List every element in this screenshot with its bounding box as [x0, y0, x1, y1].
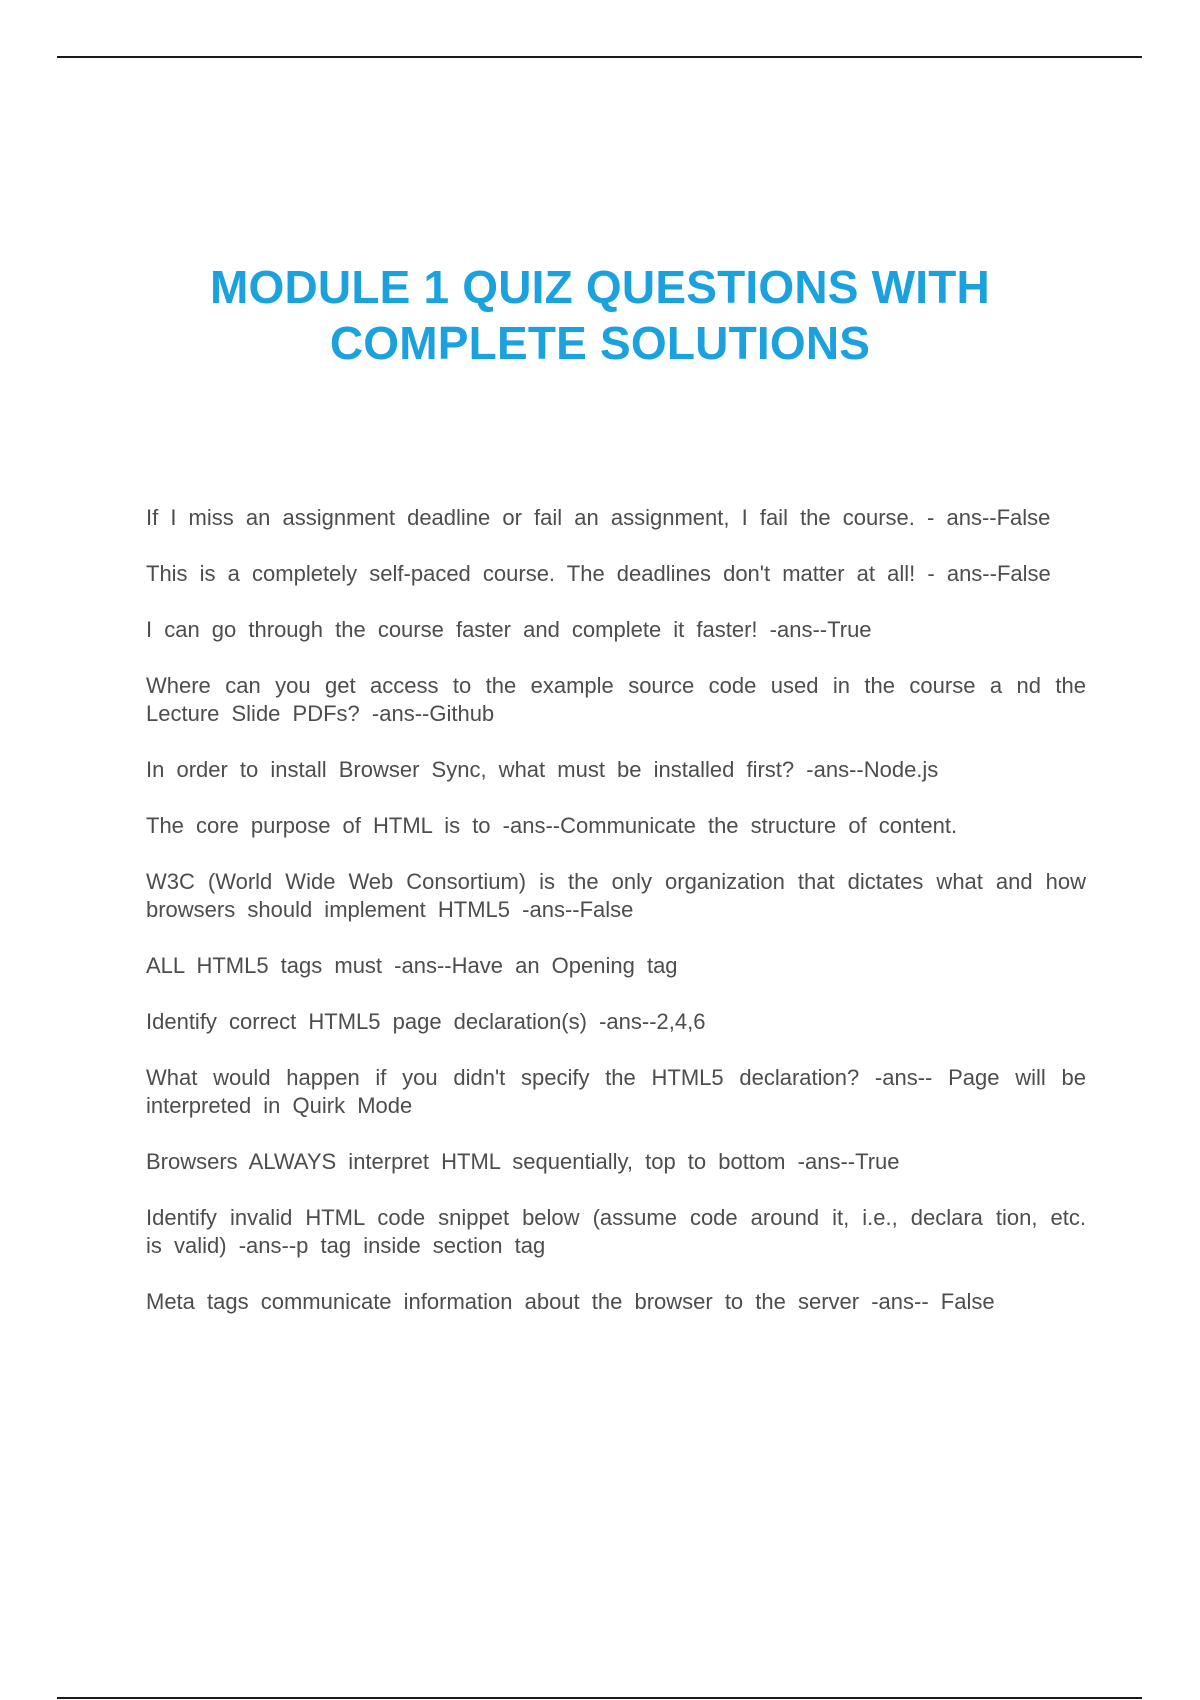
answer-text: -ans--Github	[371, 701, 495, 726]
qa-item	[146, 616, 1086, 644]
title-line-1: MODULE 1 QUIZ QUESTIONS WITH	[210, 260, 990, 313]
qa-item	[146, 1064, 1086, 1120]
question-text: I can go through the course faster and complete it faster!	[146, 617, 758, 642]
question-text: If I miss an assignment deadline or fail an assignment, I fail the course. -	[146, 505, 935, 530]
document-title	[100, 259, 1100, 371]
top-rule	[57, 56, 1142, 58]
qa-item	[146, 868, 1086, 924]
question-text: Identify invalid HTML code snippet below (assume code around it, i.e., declara tion, etc. is valid)	[146, 1205, 1086, 1258]
question-text: Meta tags communicate information about the browser to the server -ans--	[146, 1289, 929, 1314]
question-text: The core purpose of HTML is to	[146, 813, 491, 838]
answer-text: False	[940, 1289, 995, 1314]
qa-item	[146, 812, 1086, 840]
qa-item	[146, 756, 1086, 784]
answer-text: -ans--Communicate the structure of content.	[502, 813, 958, 838]
answer-text: -ans--True	[797, 1149, 900, 1174]
qa-item	[146, 952, 1086, 980]
answer-text: -ans--p tag inside section tag	[238, 1233, 546, 1258]
qa-item	[146, 560, 1086, 588]
question-text: Where can you get access to the example source code used in the course a nd the Lecture Slide PDFs?	[146, 673, 1086, 726]
qa-item	[146, 672, 1086, 728]
question-text: What would happen if you didn't specify the HTML5 declaration? -ans--	[146, 1065, 933, 1090]
question-list	[146, 504, 1086, 1344]
question-text: Identify correct HTML5 page declaration(s)	[146, 1009, 587, 1034]
question-text: This is a completely self-paced course. The deadlines don't matter at all! -	[146, 561, 935, 586]
answer-text: ans--False	[946, 561, 1051, 586]
qa-item	[146, 1148, 1086, 1176]
question-text: In order to install Browser Sync, what must be installed first?	[146, 757, 795, 782]
answer-text: -ans--True	[769, 617, 872, 642]
qa-item	[146, 1288, 1086, 1316]
question-text: ALL HTML5 tags must	[146, 953, 383, 978]
qa-item	[146, 1204, 1086, 1260]
answer-text: Page will be interpreted in Quirk Mode	[146, 1065, 1086, 1118]
qa-item	[146, 1008, 1086, 1036]
title-line-2: COMPLETE SOLUTIONS	[329, 316, 871, 369]
question-text: Browsers ALWAYS interpret HTML sequentially, top to bottom	[146, 1149, 786, 1174]
answer-text: ans--False	[946, 505, 1051, 530]
answer-text: -ans--Have an Opening tag	[394, 953, 678, 978]
answer-text: -ans--Node.js	[806, 757, 939, 782]
question-text: W3C (World Wide Web Consortium) is the only organization that dictates what and how browsers should implement HTML5	[146, 869, 1086, 922]
answer-text: -ans--False	[522, 897, 634, 922]
answer-text: -ans--2,4,6	[599, 1009, 706, 1034]
bottom-rule	[57, 1697, 1142, 1699]
qa-item	[146, 504, 1086, 532]
